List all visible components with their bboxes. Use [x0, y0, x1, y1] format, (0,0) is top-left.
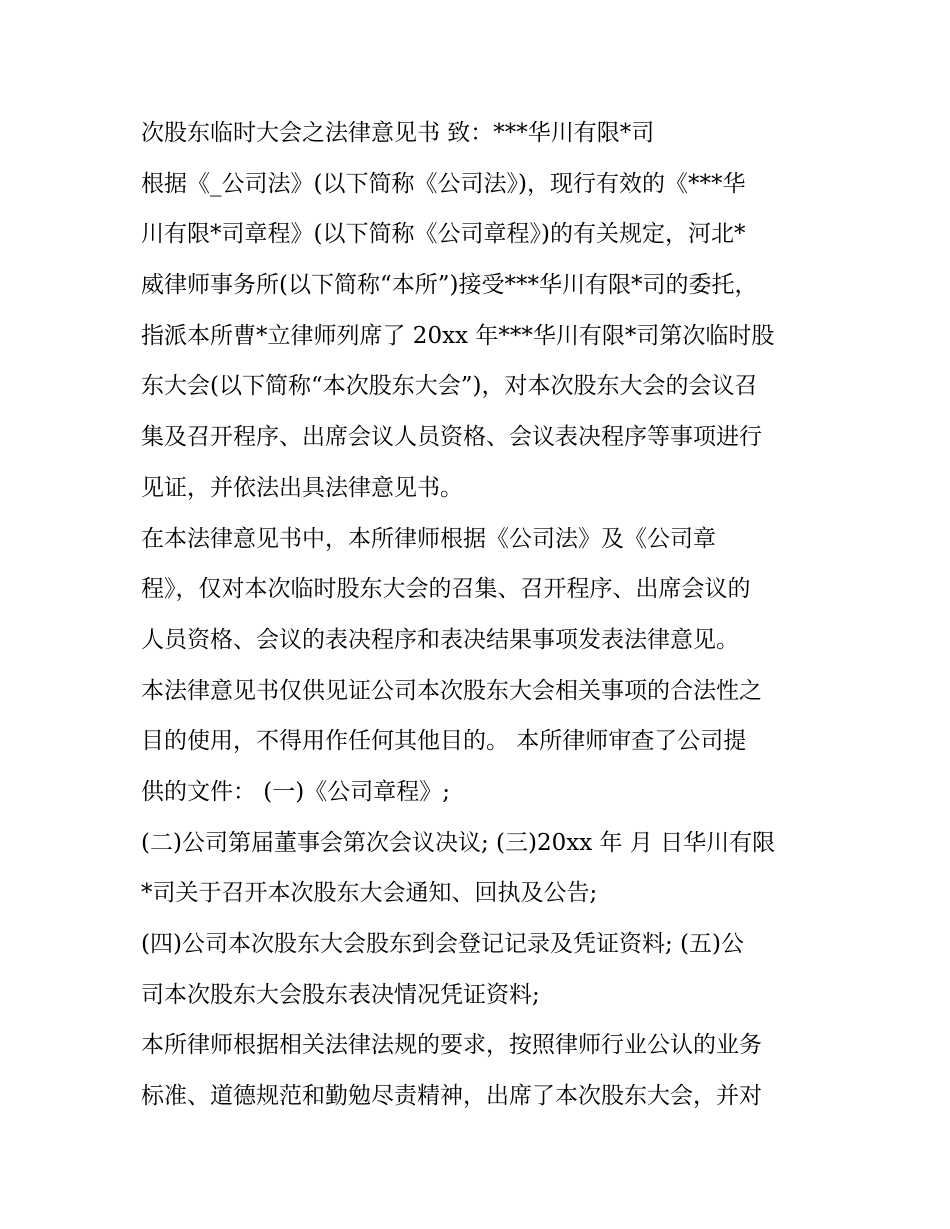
- text-line: 集及召开程序、出席会议人员资格、会议表决程序等事项进行: [141, 424, 762, 451]
- text-line: (二)公司第届董事会第次会议决议; (三)20xx 年 月 日华川有限: [141, 829, 776, 856]
- text-line: 东大会(以下简称“本次股东大会”)，对本次股东大会的会议召: [141, 373, 758, 400]
- text-line: 本法律意见书仅供见证公司本次股东大会相关事项的合法性之: [141, 677, 762, 704]
- text-line: 根据《_公司法》(以下简称《公司法》)，现行有效的《***华: [141, 170, 746, 197]
- text-line: 在本法律意见书中，本所律师根据《公司法》及《公司章: [141, 525, 716, 552]
- text-line: 程》，仅对本次临时股东大会的召集、召开程序、出席会议的: [141, 576, 751, 603]
- text-line: 供的文件： (一)《公司章程》;: [141, 778, 451, 805]
- text-line: 标准、道德规范和勤勉尽责精神，出席了本次股东大会，并对: [141, 1083, 762, 1110]
- text-line: 次股东临时大会之法律意见书 致：***华川有限*司: [141, 120, 655, 146]
- text-line: 见证，并依法出具法律意见书。: [141, 474, 463, 501]
- document-body: [141, 108, 821, 1122]
- text-line: 司本次股东大会股东表决情况凭证资料;: [141, 981, 540, 1008]
- text-line: *司关于召开本次股东大会通知、回执及公告;: [141, 880, 598, 907]
- text-line: 川有限*司章程》(以下简称《公司章程》)的有关规定，河北*: [141, 221, 746, 248]
- text-line: 目的使用，不得用作任何其他目的。 本所律师审查了公司提: [141, 728, 747, 755]
- text-line: 本所律师根据相关法律法规的要求，按照律师行业公认的业务: [141, 1032, 762, 1059]
- text-line: 指派本所曹*立律师列席了 20xx 年***华川有限*司第次临时股: [141, 322, 775, 349]
- text-line: 人员资格、会议的表决程序和表决结果事项发表法律意见。: [141, 626, 739, 653]
- text-line: (四)公司本次股东大会股东到会登记记录及凭证资料; (五)公: [141, 931, 744, 957]
- text-line: 威律师事务所(以下简称“本所”)接受***华川有限*司的委托，: [141, 272, 758, 299]
